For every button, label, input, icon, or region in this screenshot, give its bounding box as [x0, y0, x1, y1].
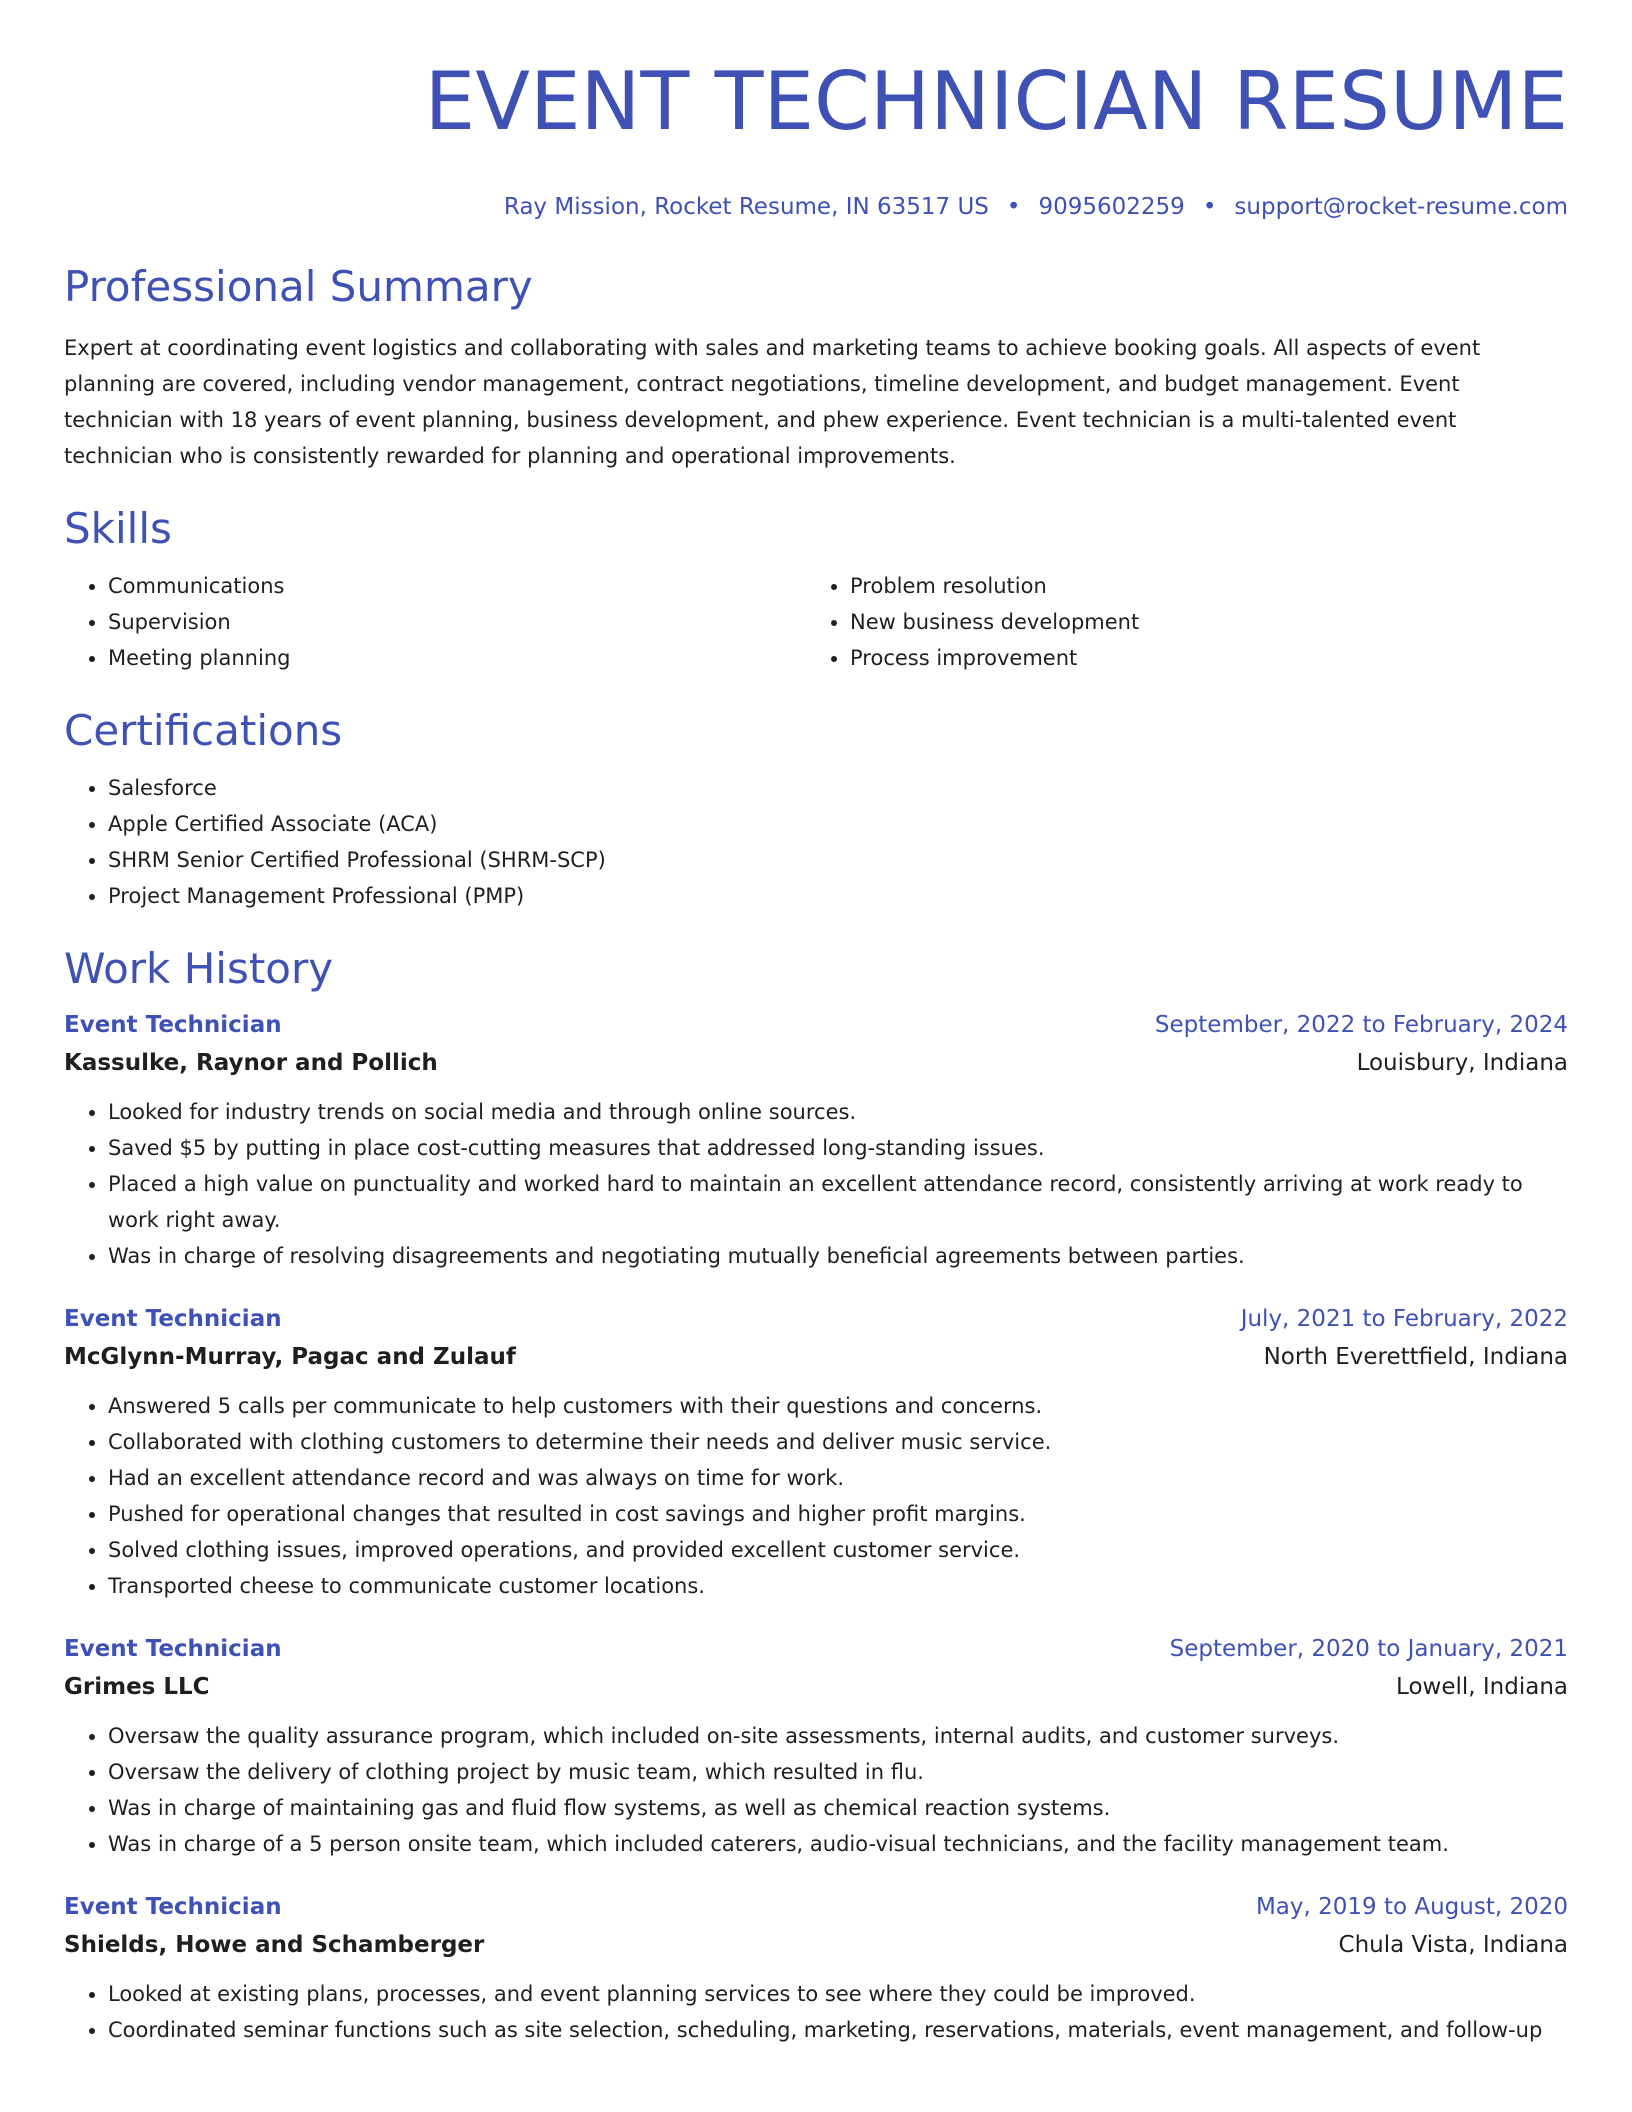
job-location: Lowell, Indiana	[1396, 1674, 1568, 1700]
skills-grid	[64, 554, 1568, 676]
job-company: McGlynn-Murray, Pagac and Zulauf	[64, 1344, 516, 1370]
skill-item: • Process improvement	[850, 640, 1568, 676]
contact-phone: 9095602259	[1038, 194, 1185, 220]
job-title: Event Technician	[64, 1306, 282, 1332]
job-entry	[64, 1888, 1568, 2048]
resume-header	[64, 0, 1568, 222]
contact-email: support@rocket-resume.com	[1234, 194, 1568, 220]
skill-item: • Meeting planning	[108, 640, 806, 676]
certifications-list	[64, 770, 1568, 914]
job-bullet: • Was in charge of a 5 person onsite team, which included caterers, audio-visual technicians, and the facility management team.	[108, 1826, 1568, 1862]
job-location: North Everettfield, Indiana	[1263, 1344, 1568, 1370]
job-bullet: • Had an excellent attendance record and was always on time for work.	[108, 1460, 1568, 1496]
job-dates: September, 2020 to January, 2021	[1169, 1636, 1568, 1662]
job-bullet: • Oversaw the delivery of clothing project by music team, which resulted in flu.	[108, 1754, 1568, 1790]
job-title: Event Technician	[64, 1894, 282, 1920]
job-bullet: • Collaborated with clothing customers to determine their needs and deliver music service.	[108, 1424, 1568, 1460]
skill-item: • Communications	[108, 568, 806, 604]
job-company-row	[64, 1044, 1568, 1082]
job-bullet: • Was in charge of maintaining gas and fluid flow systems, as well as chemical reaction systems.	[108, 1790, 1568, 1826]
job-bullet: • Oversaw the quality assurance program, which included on-site assessments, internal audits, and customer surveys.	[108, 1718, 1568, 1754]
job-bullet: • Looked for industry trends on social media and through online sources.	[108, 1094, 1568, 1130]
job-title-row	[64, 1006, 1568, 1044]
job-location: Chula Vista, Indiana	[1338, 1932, 1568, 1958]
job-bullets	[64, 1094, 1568, 1274]
skill-item: • Supervision	[108, 604, 806, 640]
contact-separator: •	[1202, 194, 1217, 220]
skills-heading: Skills	[64, 504, 172, 553]
summary-text: Expert at coordinating event logistics and collaborating with sales and marketing teams to achieve booking goals. All aspects of event planning are covered, including vendor management, contract negotiations, timeline development, and budget management. Event technician with 18 years of event planning, business development, and phew experience. Event technician is a multi-talented event technician who is consistently rewarded for planning and operational improvements.	[64, 336, 1481, 468]
job-bullet: • Saved $5 by putting in place cost-cutting measures that addressed long-standing issues.	[108, 1130, 1568, 1166]
job-dates: May, 2019 to August, 2020	[1255, 1894, 1568, 1920]
certifications-heading: Certifications	[64, 706, 343, 755]
job-entry	[64, 1300, 1568, 1604]
job-entry	[64, 1630, 1568, 1862]
job-bullets	[64, 1718, 1568, 1862]
skill-item: • Problem resolution	[850, 568, 1568, 604]
job-bullet: • Was in charge of resolving disagreements and negotiating mutually beneficial agreements between parties.	[108, 1238, 1568, 1274]
contact-separator: •	[1006, 194, 1021, 220]
job-title-row	[64, 1300, 1568, 1338]
skills-list-left	[64, 568, 806, 676]
resume-title: EVENT TECHNICIAN RESUME	[424, 55, 1568, 148]
resume-page	[64, 0, 1568, 2048]
job-company-row	[64, 1338, 1568, 1376]
job-bullet: • Solved clothing issues, improved operations, and provided excellent customer service.	[108, 1532, 1568, 1568]
skill-item: • New business development	[850, 604, 1568, 640]
job-company-row	[64, 1926, 1568, 1964]
job-title-row	[64, 1888, 1568, 1926]
job-company: Shields, Howe and Schamberger	[64, 1932, 485, 1958]
job-title-row	[64, 1630, 1568, 1668]
summary-section	[64, 262, 1568, 474]
job-dates: July, 2021 to February, 2022	[1240, 1306, 1568, 1332]
job-bullets	[64, 1388, 1568, 1604]
summary-heading: Professional Summary	[64, 262, 533, 311]
job-company: Grimes LLC	[64, 1674, 210, 1700]
certification-item: • Apple Certified Associate (ACA)	[108, 806, 1568, 842]
job-bullets	[64, 1976, 1568, 2048]
job-bullet: • Placed a high value on punctuality and worked hard to maintain an excellent attendance record, consistently arriving at work ready to work right away.	[108, 1166, 1568, 1238]
job-title: Event Technician	[64, 1636, 282, 1662]
certification-item: • Project Management Professional (PMP)	[108, 878, 1568, 914]
job-company: Kassulke, Raynor and Pollich	[64, 1050, 438, 1076]
job-company-row	[64, 1668, 1568, 1706]
job-dates: September, 2022 to February, 2024	[1154, 1012, 1568, 1038]
work-history-heading: Work History	[64, 944, 334, 993]
job-bullet: • Coordinated seminar functions such as site selection, scheduling, marketing, reservations, materials, event management, and follow-up	[108, 2012, 1568, 2048]
skills-section	[64, 504, 1568, 676]
job-title: Event Technician	[64, 1012, 282, 1038]
certification-item: • SHRM Senior Certified Professional (SHRM-SCP)	[108, 842, 1568, 878]
contact-line	[64, 192, 1568, 222]
job-bullet: • Looked at existing plans, processes, and event planning services to see where they could be improved.	[108, 1976, 1568, 2012]
job-entry	[64, 1006, 1568, 1274]
certification-item: • Salesforce	[108, 770, 1568, 806]
job-bullet: • Answered 5 calls per communicate to help customers with their questions and concerns.	[108, 1388, 1568, 1424]
skills-list-right	[806, 568, 1568, 676]
job-bullet: • Pushed for operational changes that resulted in cost savings and higher profit margins.	[108, 1496, 1568, 1532]
certifications-section	[64, 706, 1568, 914]
job-bullet: • Transported cheese to communicate customer locations.	[108, 1568, 1568, 1604]
job-location: Louisbury, Indiana	[1356, 1050, 1568, 1076]
contact-address: Ray Mission, Rocket Resume, IN 63517 US	[503, 194, 989, 220]
work-history-section	[64, 944, 1568, 2048]
